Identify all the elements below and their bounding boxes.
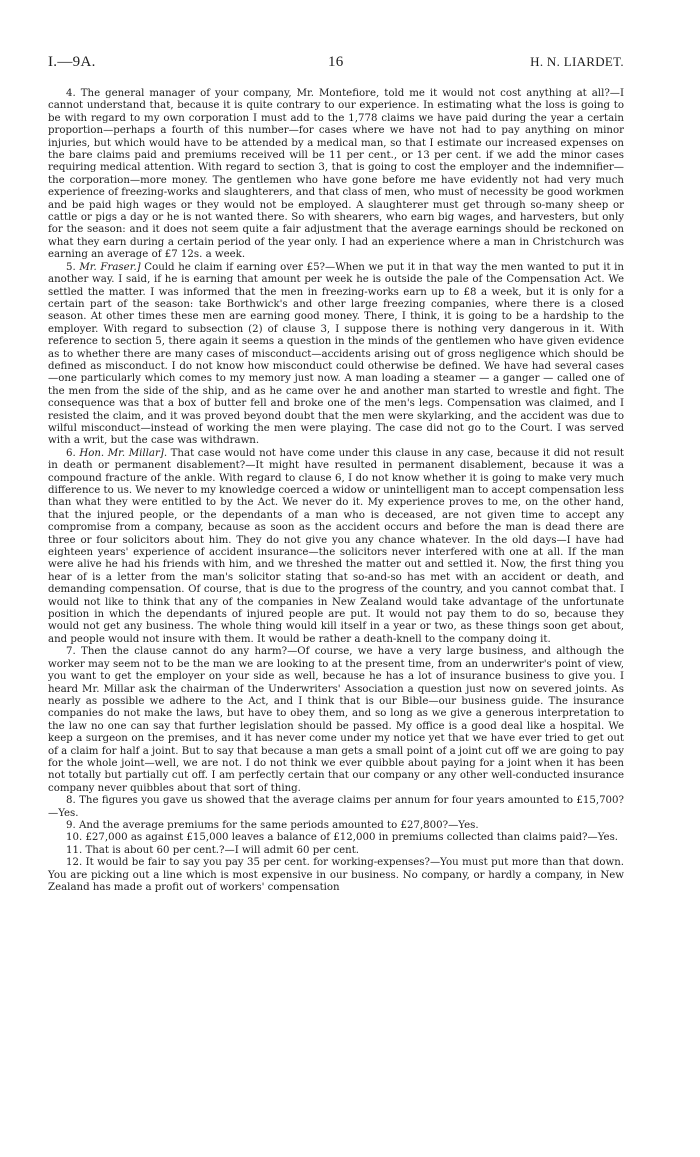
speaker-label: Hon. Mr. Millar].: [79, 447, 168, 459]
paragraph-number: 4.: [66, 88, 76, 99]
document-reference: I.—9A.: [48, 54, 96, 70]
page-body: [48, 88, 624, 894]
paragraph-text: It would be fair to say you pay 35 per cent. for working-expenses?—You must put more than that down. You are picking out a line which is most expensive in our business. No company, or hardly a company, in New Zealand has made a profit out of workers' compensation: [48, 857, 624, 893]
witness-name: H. N. LIARDET.: [530, 54, 624, 69]
paragraph-number: 7.: [66, 646, 76, 658]
paragraph-12: [48, 857, 624, 894]
paragraph-text: That case would not have come under this clause in any case, because it did not result in death or permanent disablement?—It might have resulted in permanent disablement, because it was a compound fracture of the ankle. With regard to clause 6, I do not know whether it is going to make very much difference to us. We never to my knowledge coerced a widow or unintelligent man to accept compensation less than what they were entitled to by the Act. We never do it. My experience proves to me, on the other hand, that the injured people, or the dependants of a man who is deceased, are not given time to accept any compromise from a company, because as soon as the accident occurs and before the man is dead there are three or four solicitors about him. They do not give you any chance whatever. In the old days—I have had eighteen years' experience of accident insurance—the solicitors never interfered with one at all. If the man were alive he had his friends with him, and we threshed the matter out and settled it. Now, the first thing you hear of is a letter from the man's solicitor stating that so-and-so has met with an accident or death, and demanding compensation. Of course, that is due to the progress of the country, and you cannot combat that. I would not like to think that any of the companies in New Zealand would take advantage of the unfortunate position in which the dependants of injured people are put. It would not pay them to do so, because they would not get any business. The whole thing would kill itself in a year or two, as these things soon get about, and people would not insure with them. It would be rather a death-knell to the company doing it.: [48, 447, 624, 645]
page-number: 16: [328, 54, 344, 70]
paragraph-number: 10.: [66, 832, 83, 844]
paragraph-number: 9.: [66, 819, 76, 831]
paragraph-number: 11.: [66, 844, 83, 856]
paragraph-10: [48, 832, 624, 844]
paragraph-text: That is about 60 per cent.?—I will admit 60 per cent.: [85, 844, 360, 856]
page-header: [48, 54, 624, 88]
paragraph-number: 6.: [66, 447, 76, 459]
paragraph-text: The general manager of your company, Mr. Montefiore, told me it would not cost anything at all?—I cannot understand that, because it is quite contrary to our experience. In estimating what the loss is going to be with regard to my own corporation I must add to the 1,778 claims we have paid during the year a certain proportion—perhaps a fourth of this number—for cases where we have not had to pay anything on minor injuries, but which would have to be attended by a medical man, so that I estimate our increased expenses on the bare claims paid and premiums received will be 11 per cent., or 13 per cent. if we add the minor cases requiring medical attention. With regard to section 3, that is going to cost the employer and the indemnifier—the corporation—more money. The gentlemen who have gone before me have evidently not had very much experience of freezing-works and slaughterers, and that class of men, who must of necessity be good workmen and be paid high wages or they would not be employed. A slaughterer must get through so-many sheep or cattle or pigs a day or he is not wanted there. So with shearers, who earn big wages, and harvesters, but only for the season: and it does not seem quite a fair adjustment that the average earnings should be reckoned on what they earn during a certain period of the year only. I had an experience where a man in Christchurch was earning an average of £7 12s. a week.: [48, 88, 624, 261]
paragraph-5: [48, 262, 624, 448]
paragraph-9: [48, 820, 624, 832]
paragraph-8: [48, 795, 624, 820]
paragraph-text: The figures you gave us showed that the average claims per annum for four years amounted to £15,700?—Yes.: [48, 795, 624, 819]
paragraph-text: Then the clause cannot do any harm?—Of course, we have a very large business, and although the worker may seem not to be the man we are looking to at the present time, from an underwriter's point of view, you want to get the employer on your side as well, because he has a lot of insurance business to give you. I heard Mr. Millar ask the chairman of the Underwriters' Association a question just now on severed joints. As nearly as possible we adhere to the Act, and I think that is our Bible—our business guide. The insurance companies do not make the laws, but have to obey them, and so long as we give a generous interpretation to the law no one can say that further legislation should be passed. My office is a good deal like a hospital. We keep a surgeon on the premises, and it has never come under my notice yet that we have ever tried to get out of a claim for half a joint. But to say that because a man gets a small point of a joint cut off we are going to pay for the whole joint—well, we are not. I do not think we ever quibble about paying for a joint when it has been not totally but partially cut off. I am perfectly certain that our company or any other well-conducted insurance company never quibbles about that sort of thing.: [48, 646, 624, 794]
paragraph-text: Could he claim if earning over £5?—When we put it in that way the men wanted to put it in another way. I said, if he is earning that amount per week he is outside the pale of the Compensation Act. We settled the matter. I was informed that the men in freezing-works earn up to £8 a week, but it is only for a certain part of the season: take Borthwick's and other large freezing companies, where there is a closed season. At other times these men are earning good money. There, I think, it is going to be a hardship to the employer. With regard to subsection (2) of clause 3, I suppose there is nothing very dangerous in it. With reference to section 5, there again it seems a question in the minds of the gentlemen who have given evidence as to whether there are many cases of misconduct—accidents arising out of gross negligence which should be defined as misconduct. I do not know how misconduct could otherwise be defined. We have had several cases—one particularly which comes to my memory just now. A man loading a steamer — a ganger — called one of the men from the side of the ship, and as he came over he and another man started to wrestle and fight. The consequence was that a box of butter fell and broke one of the men's legs. Compensation was claimed, and I resisted the claim, and it was proved beyond doubt that the men were skylarking, and the accident was due to wilful misconduct—instead of working the men were playing. The case did not go to the Court. I was served with a writ, but the case was withdrawn.: [48, 261, 624, 447]
paragraph-text: And the average premiums for the same periods amounted to £27,800?—Yes.: [78, 819, 479, 831]
paragraph-number: 5.: [66, 261, 76, 273]
paragraph-number: 8.: [66, 795, 76, 807]
paragraph-4: [48, 88, 624, 262]
paragraph-6: [48, 448, 624, 647]
paragraph-text: £27,000 as against £15,000 leaves a balance of £12,000 in premiums collected than claims paid?—Yes.: [85, 832, 619, 844]
paragraph-7: [48, 646, 624, 795]
speaker-label: Mr. Fraser.]: [79, 261, 141, 273]
paragraph-number: 12.: [66, 857, 83, 869]
paragraph-11: [48, 845, 624, 857]
